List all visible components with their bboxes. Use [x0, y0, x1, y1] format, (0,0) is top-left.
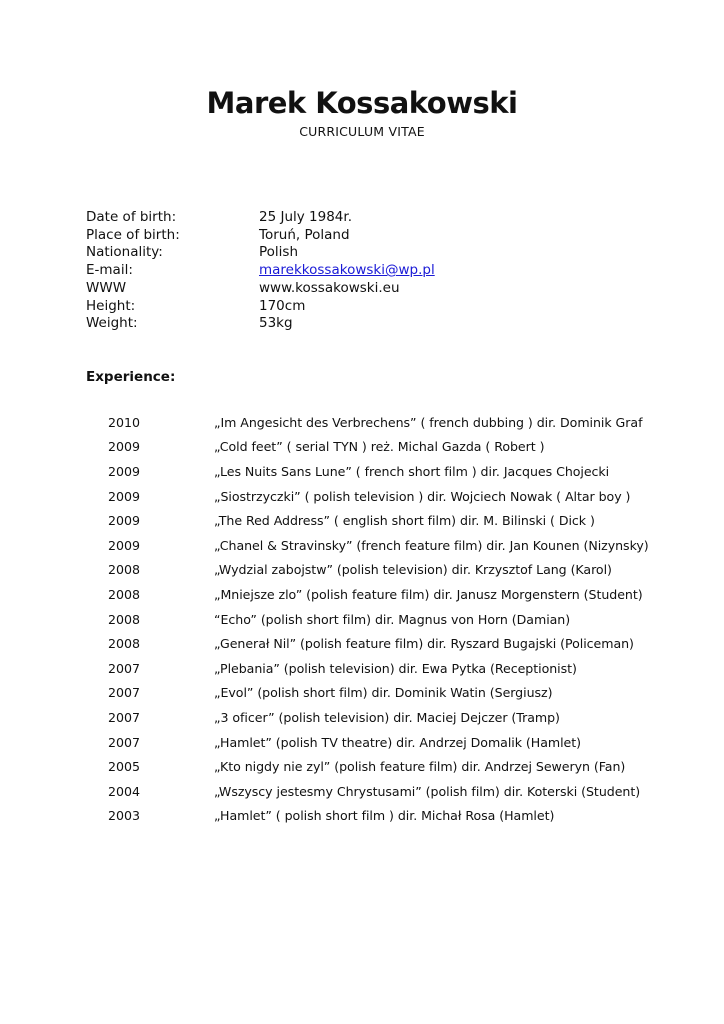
entry-description: „Siostrzyczki” ( polish television ) dir. Wojciech Nowak ( Altar boy ) [214, 488, 631, 504]
entry-description: „Wszyscy jestesmy Chrystusami” (polish film) dir. Koterski (Student) [214, 783, 641, 799]
info-label: Date of birth: [86, 209, 177, 225]
info-row-weight [86, 315, 435, 333]
entry-year: 2010 [108, 414, 141, 430]
info-label: E-mail: [86, 262, 133, 279]
info-label: Height: [86, 297, 136, 314]
experience-entry [108, 656, 708, 681]
entry-year: 2008 [108, 611, 141, 627]
info-value: 25 July 1984r. [259, 209, 352, 225]
entry-description: „Evol” (polish short film) dir. Dominik Watin (Sergiusz) [214, 685, 553, 701]
entry-description: „Mniejsze zlo” (polish feature film) dir. Janusz Morgenstern (Student) [214, 586, 643, 602]
info-row-email [86, 262, 435, 280]
experience-entry [108, 435, 708, 460]
info-row-date-of-birth [86, 209, 435, 227]
entry-year: 2009 [108, 513, 141, 529]
entry-year: 2008 [108, 636, 141, 652]
entry-year: 2007 [108, 734, 141, 750]
entry-description: “Echo” (polish short film) dir. Magnus von Horn (Damian) [214, 611, 571, 627]
info-value: Polish [259, 244, 299, 261]
experience-entry [108, 631, 708, 656]
entry-year: 2009 [108, 537, 141, 553]
info-label: Weight: [86, 315, 138, 332]
experience-entry [108, 705, 708, 730]
experience-heading: Experience: [86, 369, 176, 385]
experience-entry [108, 484, 708, 509]
entry-year: 2007 [108, 685, 141, 701]
entry-description: „Cold feet” ( serial TYN ) reż. Michal Gazda ( Robert ) [214, 439, 545, 455]
info-value: 170cm [259, 297, 306, 314]
experience-entry [108, 730, 708, 755]
entry-description: „3 oficer” (polish television) dir. Maciej Dejczer (Tramp) [214, 709, 560, 725]
entry-description: „Kto nigdy nie zyl” (polish feature film) dir. Andrzej Seweryn (Fan) [214, 759, 626, 775]
experience-entry [108, 681, 708, 706]
entry-description: „The Red Address” ( english short film) dir. M. Bilinski ( Dick ) [214, 513, 595, 529]
email-link[interactable]: marekkossakowski@wp.pl [259, 262, 435, 279]
experience-entry [108, 779, 708, 804]
person-name: Marek Kossakowski [206, 86, 518, 120]
entry-year: 2008 [108, 586, 141, 602]
entry-description: „Hamlet” (polish TV theatre) dir. Andrzej Domalik (Hamlet) [214, 734, 581, 750]
experience-entry [108, 804, 708, 829]
info-label: Place of birth: [86, 226, 180, 243]
personal-info [86, 209, 435, 333]
experience-entry [108, 410, 708, 435]
info-row-height [86, 298, 435, 316]
experience-entry [108, 582, 708, 607]
entry-year: 2008 [108, 562, 141, 578]
info-row-www [86, 280, 435, 298]
entry-description: „Chanel & Stravinsky” (french feature film) dir. Jan Kounen (Nizynsky) [214, 537, 649, 553]
info-label: WWW [86, 279, 127, 296]
entry-description: „Plebania” (polish television) dir. Ewa Pytka (Receptionist) [214, 660, 577, 676]
entry-description: „Les Nuits Sans Lune” ( french short film ) dir. Jacques Chojecki [214, 463, 610, 479]
info-value [259, 262, 435, 280]
entry-description: „Generał Nil” (polish feature film) dir. Ryszard Bugajski (Policeman) [214, 636, 634, 652]
experience-entry [108, 533, 708, 558]
experience-entry [108, 508, 708, 533]
info-value: 53kg [259, 315, 293, 332]
experience-entry [108, 754, 708, 779]
entry-description: „Wydzial zabojstw” (polish television) dir. Krzysztof Lang (Karol) [214, 562, 612, 578]
info-value: www.kossakowski.eu [259, 279, 400, 296]
experience-entry [108, 607, 708, 632]
entry-year: 2004 [108, 783, 141, 799]
entry-year: 2009 [108, 463, 141, 479]
experience-list [108, 410, 708, 828]
info-row-place-of-birth [86, 227, 435, 245]
entry-year: 2003 [108, 808, 141, 824]
info-label: Nationality: [86, 244, 163, 261]
document-subtitle: CURRICULUM VITAE [299, 124, 425, 139]
entry-description: „Hamlet” ( polish short film ) dir. Michał Rosa (Hamlet) [214, 808, 555, 824]
experience-entry [108, 459, 708, 484]
entry-year: 2009 [108, 439, 141, 455]
entry-year: 2007 [108, 709, 141, 725]
experience-entry [108, 558, 708, 583]
info-value: Toruń, Poland [259, 226, 350, 243]
entry-year: 2009 [108, 488, 141, 504]
entry-year: 2007 [108, 660, 141, 676]
info-row-nationality [86, 244, 435, 262]
entry-description: „Im Angesicht des Verbrechens” ( french dubbing ) dir. Dominik Graf [214, 414, 643, 430]
entry-year: 2005 [108, 759, 141, 775]
